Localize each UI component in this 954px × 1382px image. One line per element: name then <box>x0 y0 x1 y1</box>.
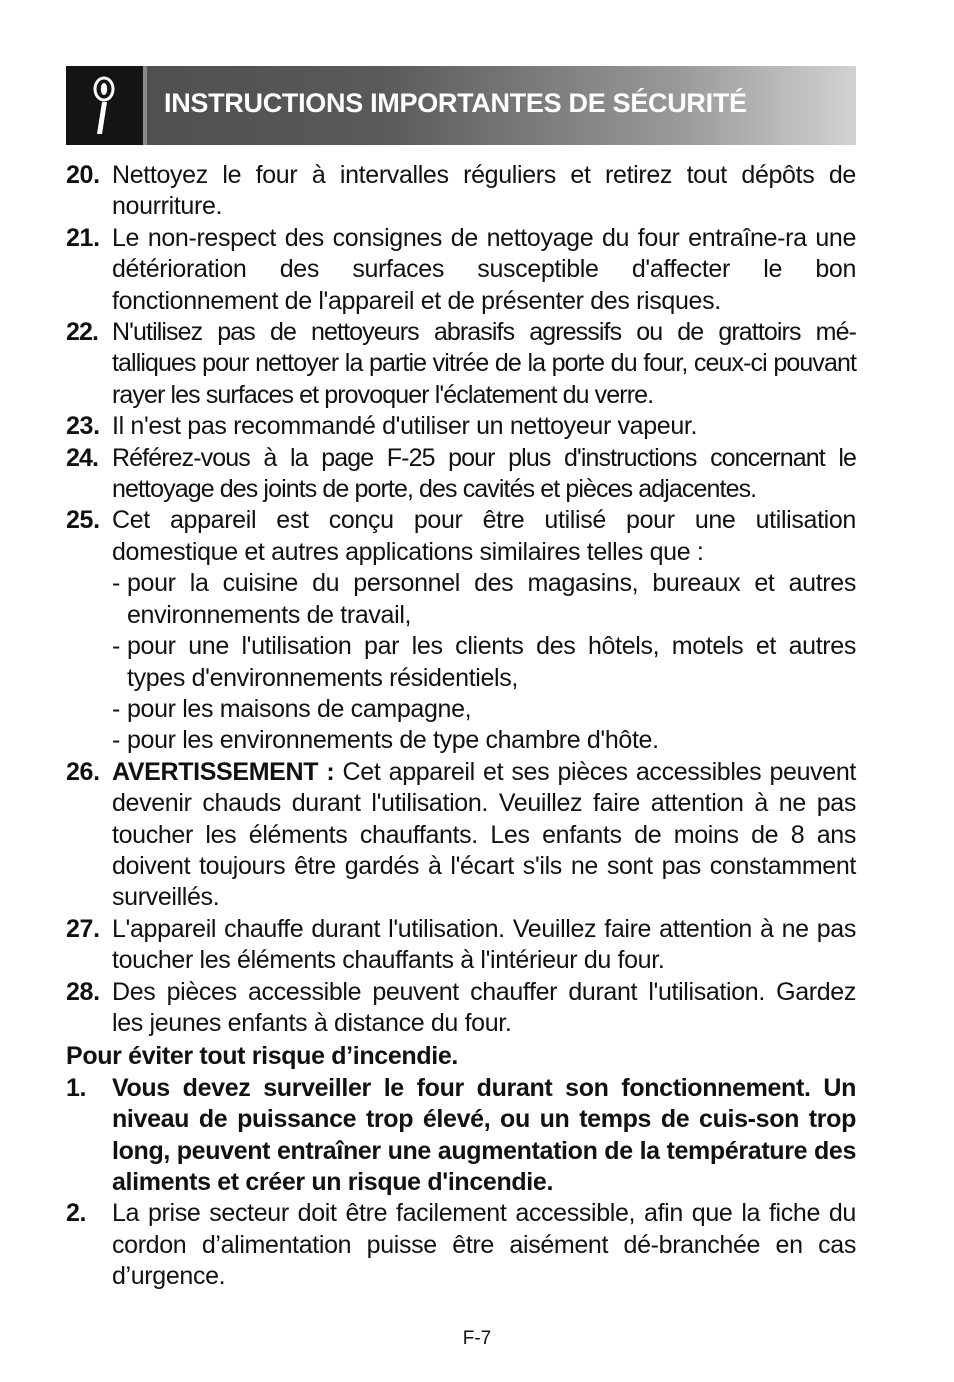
instruction-item-21 <box>66 223 856 317</box>
dash: - <box>112 569 120 598</box>
instruction-item-20 <box>66 160 856 223</box>
item-text: Des pièces accessible peuvent chauffer durant l'utilisation. Gardez les jeunes enfants à distance du four. <box>112 977 856 1037</box>
fire-section-heading: Pour éviter tout risque d’incendie. <box>66 1042 458 1071</box>
item-text: Nettoyez le four à intervalles réguliers et retirez tout dépôts de nourriture. <box>112 161 856 221</box>
page-number: F-7 <box>462 1328 492 1349</box>
instruction-item-24 <box>66 443 856 506</box>
item-text: N'utilisez pas de nettoyeurs abrasifs agressifs ou de grattoirs mé-talliques pour nettoyer la partie vitrée de la porte du four, ceux-ci pouvant rayer les surfaces et provoquer l'éclatement du verre. <box>112 318 856 409</box>
usage-text: pour les maisons de campagne, <box>127 694 472 723</box>
item-number: 24. <box>66 443 99 472</box>
banner-separator <box>143 66 147 145</box>
instruction-item-27 <box>66 914 856 977</box>
usage-text: pour une l'utilisation par les clients des hôtels, motels et autres types d'environnements résidentiels, <box>127 632 856 692</box>
dash: - <box>112 632 120 661</box>
dash: - <box>112 726 120 755</box>
fire-item-1 <box>66 1073 856 1199</box>
usage-text: pour la cuisine du personnel des magasins, bureaux et autres environnements de travail, <box>127 569 856 629</box>
item-text: Référez-vous à la page F-25 pour plus d'instructions concernant le nettoyage des joints de porte, des cavités et pièces adjacentes. <box>112 443 856 504</box>
instruction-item-22 <box>66 317 856 411</box>
section-title: INSTRUCTIONS IMPORTANTES DE SÉCURITÉ <box>164 88 747 118</box>
item-text: L'appareil chauffe durant l'utilisation. Veuillez faire attention à ne pas toucher les éléments chauffants à l'intérieur du four. <box>112 914 856 975</box>
usage-list-item <box>112 725 856 756</box>
instructions-content <box>66 160 856 1293</box>
dash: - <box>112 694 120 723</box>
item-number: 1. <box>66 1073 87 1102</box>
usage-list-item <box>112 694 856 725</box>
warning-icon-box <box>66 66 143 145</box>
warning-label: AVERTISSEMENT : <box>112 757 335 786</box>
instruction-item-25 <box>66 505 856 756</box>
item-text: Cet appareil est conçu pour être utilisé pour une utilisation domestique et autres applications similaires telles que : <box>112 506 856 566</box>
item-number: 25. <box>66 506 100 535</box>
instruction-item-23 <box>66 411 856 442</box>
item-number: 28. <box>66 977 100 1006</box>
fire-item-2 <box>66 1198 856 1292</box>
instruction-item-28 <box>66 977 856 1040</box>
instruction-item-26 <box>66 757 856 914</box>
usage-list-item <box>112 568 856 631</box>
item-number: 21. <box>66 223 100 252</box>
usage-list-item <box>112 631 856 694</box>
item-text: Il n'est pas recommandé d'utiliser un nettoyeur vapeur. <box>112 412 698 441</box>
item-text: Le non-respect des consignes de nettoyage du four entraîne-ra une détérioration des surfaces susceptible d'affecter le bon fonctionnement de l'appareil et de présenter des risques. <box>112 223 856 315</box>
item-number: 27. <box>66 914 100 943</box>
item-number: 2. <box>66 1199 87 1228</box>
item-number: 20. <box>66 161 100 189</box>
item-text: La prise secteur doit être facilement accessible, afin que la fiche du cordon d’alimentation puisse être aisément dé-branchée en cas d’urgence. <box>112 1199 856 1291</box>
item-number: 22. <box>66 318 99 347</box>
exclamation-icon <box>88 76 118 136</box>
item-number: 26. <box>66 757 100 786</box>
item-number: 23. <box>66 412 100 441</box>
item-text: Cet appareil et ses pièces accessibles peuvent devenir chauds durant l'utilisation. Veuillez faire attention à ne pas toucher les éléments chauffants. Les enfants de moins de 8 ans doivent toujours être gardés à l'écart s'ils ne sont pas constamment surveillés. <box>112 757 856 912</box>
usage-list <box>112 568 856 756</box>
usage-text: pour les environnements de type chambre d'hôte. <box>127 726 659 755</box>
item-text: Vous devez surveiller le four durant son fonctionnement. Un niveau de puissance trop élevé, ou un temps de cuis-son trop long, peuvent entraîner une augmentation de la température des aliments et créer un risque d'incendie. <box>112 1073 856 1196</box>
section-header-banner <box>66 66 856 145</box>
